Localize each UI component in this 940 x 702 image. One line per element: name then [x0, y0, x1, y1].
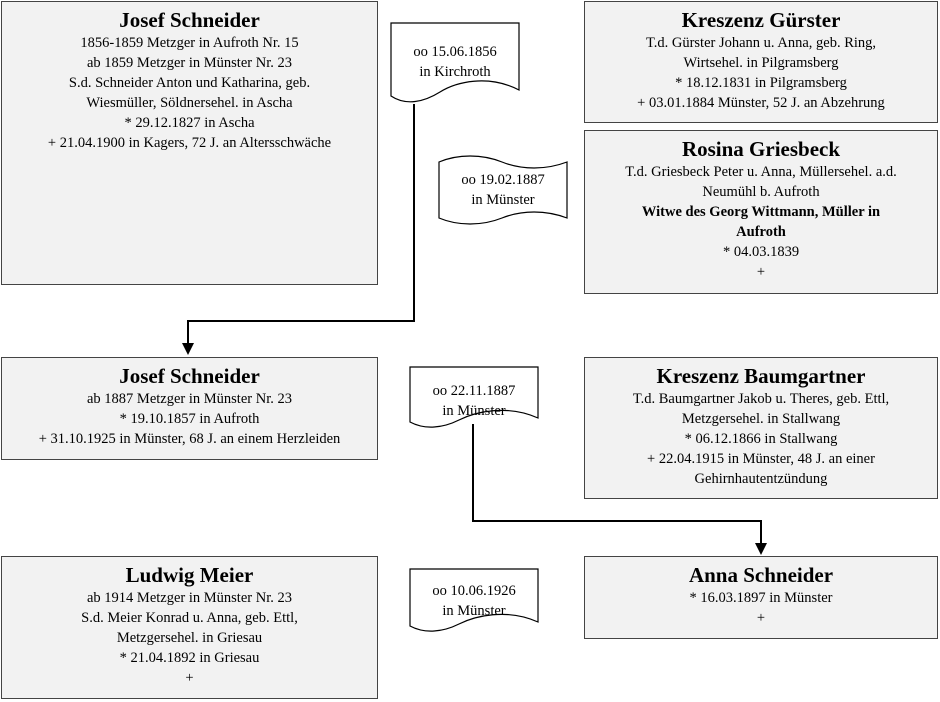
person-name: Josef Schneider [119, 8, 260, 32]
marriage-place: in Münster [442, 603, 506, 619]
arrowhead-anna [755, 543, 767, 555]
person-detail: ab 1914 Metzger in Münster Nr. 23 [87, 590, 292, 606]
person-name: Rosina Griesbeck [681, 137, 841, 161]
marriage-date: oo 22.11.1887 [432, 383, 516, 399]
person-detail: Neumühl b. Aufroth [702, 184, 820, 200]
person-name: Josef Schneider [119, 364, 260, 388]
person-detail-bold: Aufroth [736, 224, 786, 240]
marriage-place: in Kirchroth [419, 64, 491, 80]
person-detail: ab 1859 Metzger in Münster Nr. 23 [87, 55, 292, 71]
person-detail: + 03.01.1884 Münster, 52 J. an Abzehrung [637, 95, 885, 111]
person-detail: 1856-1859 Metzger in Aufroth Nr. 15 [80, 35, 299, 51]
person-box-anna-schneider [584, 556, 938, 639]
marriage-scroll-3 [409, 366, 539, 430]
marriage-date: oo 15.06.1856 [413, 44, 497, 60]
person-box-kreszenz-baumgartner [584, 357, 938, 499]
person-name: Kreszenz Gürster [681, 8, 841, 32]
person-detail: * 18.12.1831 in Pilgramsberg [675, 75, 847, 91]
marriage-scroll-4 [409, 568, 539, 634]
person-detail: T.d. Gürster Johann u. Anna, geb. Ring, [645, 35, 877, 51]
person-detail-bold: Witwe des Georg Wittmann, Müller in [641, 204, 881, 220]
marriage-scroll-1 [390, 22, 520, 104]
marriage-place: in Münster [442, 403, 506, 419]
person-detail: T.d. Griesbeck Peter u. Anna, Müllersehel. a.d. [625, 164, 897, 180]
person-detail: + 31.10.1925 in Münster, 68 J. an einem Herzleiden [38, 431, 341, 447]
person-detail: * 19.10.1857 in Aufroth [119, 411, 260, 427]
person-detail: * 16.03.1897 in Münster [689, 590, 833, 606]
marriage-date: oo 10.06.1926 [432, 583, 516, 599]
person-detail: * 06.12.1866 in Stallwang [684, 431, 838, 447]
person-detail: Gehirnhautentzündung [694, 471, 828, 487]
person-box-kreszenz-guerster [584, 1, 938, 123]
person-detail: + [756, 264, 766, 280]
person-name: Ludwig Meier [125, 563, 254, 587]
person-detail: Metzgersehel. in Griesau [116, 630, 263, 646]
person-detail: * 21.04.1892 in Griesau [119, 650, 260, 666]
marriage-date: oo 19.02.1887 [461, 172, 545, 188]
person-detail: + 21.04.1900 in Kagers, 72 J. an Altersschwäche [47, 135, 332, 151]
person-detail: * 29.12.1827 in Ascha [124, 115, 255, 131]
person-detail: + [185, 670, 194, 686]
person-detail: T.d. Baumgartner Jakob u. Theres, geb. Ettl, [632, 391, 890, 407]
person-detail: + 22.04.1915 in Münster, 48 J. an einer [647, 451, 875, 467]
person-detail: S.d. Meier Konrad u. Anna, geb. Ettl, [81, 610, 298, 626]
person-detail: S.d. Schneider Anton und Katharina, geb. [68, 75, 311, 91]
marriage-place: in Münster [471, 192, 535, 208]
person-box-rosina-griesbeck [584, 130, 938, 294]
person-name: Kreszenz Baumgartner [656, 364, 866, 388]
person-box-ludwig-meier [1, 556, 378, 699]
person-detail: Metzgersehel. in Stallwang [681, 411, 841, 427]
marriage-scroll-2 [438, 152, 568, 230]
person-detail: Wiesmüller, Söldnersehel. in Ascha [86, 95, 293, 111]
person-box-josef-schneider-sen [1, 1, 378, 285]
person-detail: + [756, 610, 766, 626]
person-detail: Wirtsehel. in Pilgramsberg [683, 55, 839, 71]
arrowhead-josef-jun [182, 343, 194, 355]
person-detail: ab 1887 Metzger in Münster Nr. 23 [87, 391, 292, 407]
person-detail: * 04.03.1839 [722, 244, 800, 260]
person-box-josef-schneider-jun [1, 357, 378, 460]
person-name: Anna Schneider [688, 563, 834, 587]
